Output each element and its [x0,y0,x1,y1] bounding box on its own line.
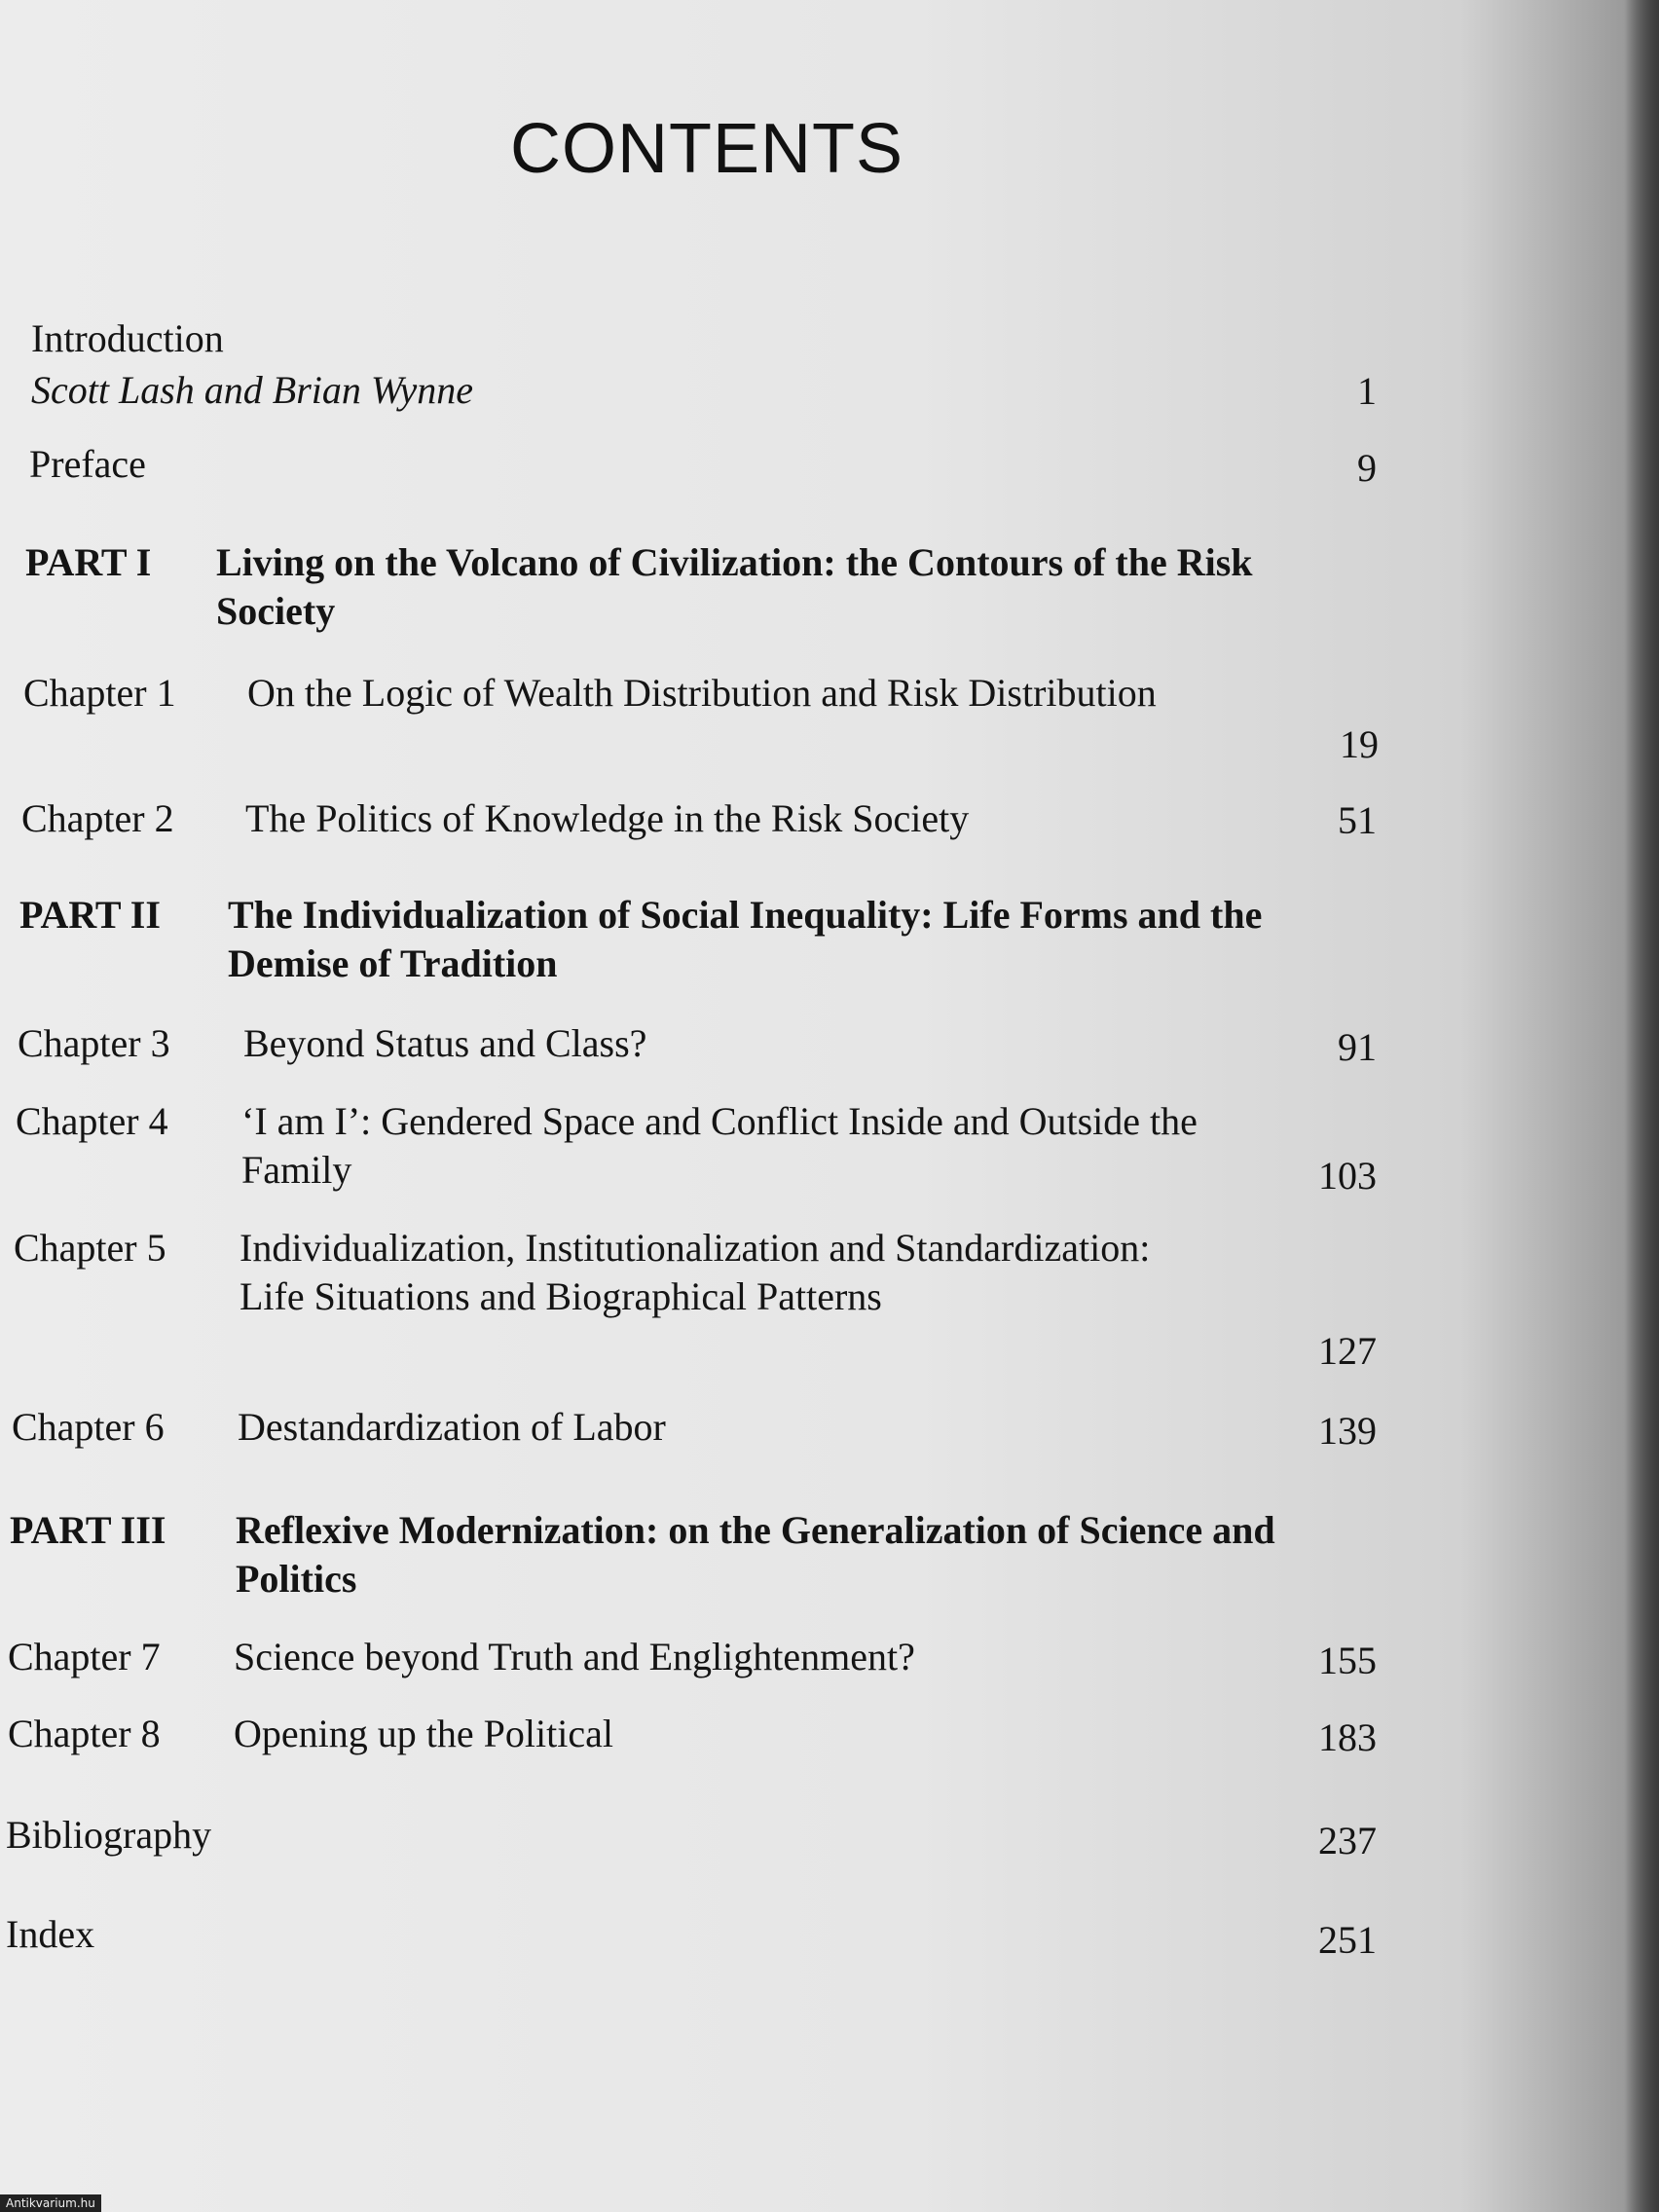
entry-title: Bibliography [6,1813,212,1857]
toc-entry-chapter-4 [16,1097,1377,1204]
entry-title: Index [6,1912,95,1956]
chapter-title: Individualization, Institutionalization and Standardization: Life Situations and Biographical Patterns [240,1226,1151,1318]
page-number: 19 [1340,722,1379,766]
chapter-label: Chapter 1 [23,671,176,715]
chapter-label: Chapter 6 [12,1405,165,1449]
toc-entry-index [6,1910,1377,1965]
page-title: CONTENTS [510,110,903,188]
page-number: 139 [1318,1409,1377,1453]
part-label: PART III [10,1508,166,1552]
toc-entry-chapter-8 [8,1710,1377,1764]
part-label: PART I [25,540,152,584]
toc-entry-chapter-7 [8,1633,1377,1687]
chapter-title: Destandardization of Labor [238,1405,666,1449]
toc-entry-chapter-1 [23,669,1379,776]
page-number: 237 [1318,1819,1377,1862]
page-edge-shadow [1624,0,1659,2212]
page-number: 9 [1357,446,1377,490]
toc-entry-chapter-3 [18,1019,1377,1074]
part-title: Reflexive Modernization: on the Generalization of Science and Politics [236,1508,1275,1601]
chapter-label: Chapter 3 [18,1021,170,1065]
toc-entry-chapter-6 [12,1403,1377,1457]
toc-part-2 [19,891,1382,998]
page-number: 155 [1318,1639,1377,1682]
chapter-label: Chapter 5 [14,1226,166,1270]
toc-part-3 [10,1506,1382,1613]
entry-authors: Scott Lash and Brian Wynne [31,368,474,412]
page-number: 103 [1318,1154,1377,1198]
toc-entry-introduction [31,314,1377,412]
chapter-label: Chapter 7 [8,1635,161,1678]
chapter-title: Opening up the Political [234,1712,613,1755]
chapter-title: Science beyond Truth and Englightenment? [234,1635,915,1678]
watermark: Antikvarium.hu [0,2194,101,2212]
toc-entry-bibliography [6,1811,1377,1865]
chapter-label: Chapter 8 [8,1712,161,1755]
page-number: 91 [1338,1025,1377,1069]
entry-title: Preface [29,442,146,486]
toc-entry-chapter-2 [21,794,1377,849]
toc-entry-preface [29,440,1377,495]
chapter-title: The Politics of Knowledge in the Risk Society [245,796,970,840]
toc-part-1 [25,538,1377,645]
entry-title: Introduction [31,316,224,360]
part-title: Living on the Volcano of Civilization: the Contours of the Risk Society [216,540,1253,633]
part-label: PART II [19,893,161,937]
chapter-label: Chapter 2 [21,796,174,840]
page-number: 1 [1357,369,1377,413]
page-number: 127 [1318,1329,1377,1373]
page-number: 51 [1338,798,1377,842]
chapter-title: On the Logic of Wealth Distribution and Risk Distribution [247,671,1157,715]
part-title: The Individualization of Social Inequality: Life Forms and the Demise of Tradition [228,893,1263,985]
toc-entry-chapter-5 [14,1224,1377,1380]
chapter-title: Beyond Status and Class? [243,1021,647,1065]
page-number: 251 [1318,1918,1377,1962]
chapter-title: ‘I am I’: Gendered Space and Conflict Inside and Outside the Family [241,1099,1198,1192]
chapter-label: Chapter 4 [16,1099,168,1143]
page-number: 183 [1318,1715,1377,1759]
